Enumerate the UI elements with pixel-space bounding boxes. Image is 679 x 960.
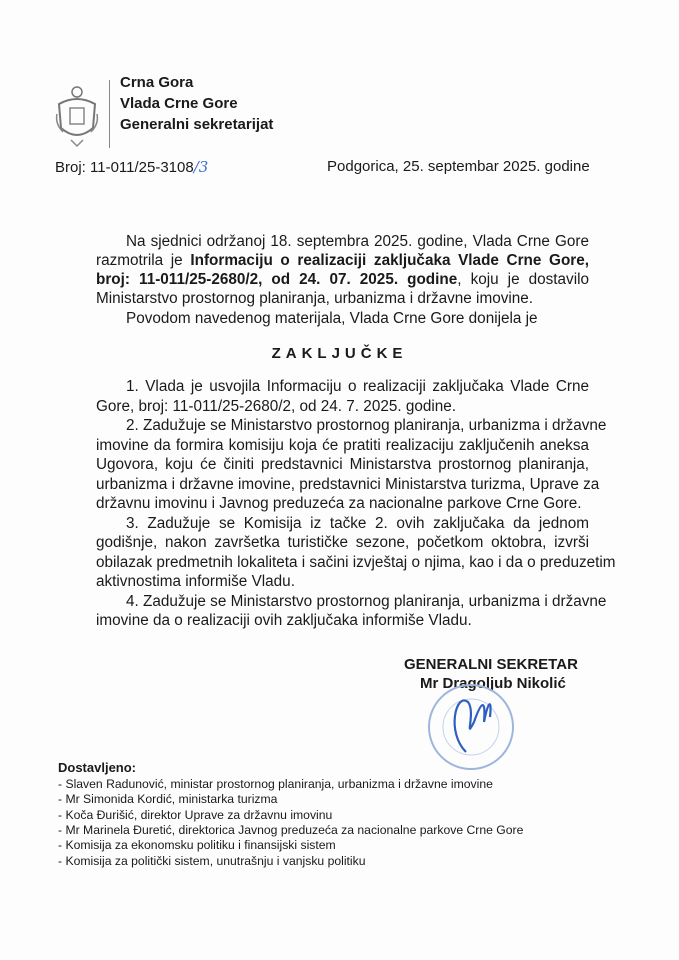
conclusion-line: aktivnostima informiše Vladu. (96, 573, 295, 590)
bold-phrase: broj: 11-011/25-2680/2, od 24. 07. 2025. godine (96, 271, 458, 288)
conclusion-line: 3. Zadužuje se Komisija iz tačke 2. ovih zaključaka da jednom (126, 514, 589, 532)
distribution-item: - Slaven Radunović, ministar prostornog planiranja, urbanizma i državne imovine (58, 777, 493, 791)
handwritten-suffix: /3 (193, 158, 209, 176)
conclusion-line: imovine da o realizaciji ovih zaključaka informiše Vladu. (96, 612, 472, 629)
distribution-item: - Komisija za ekonomsku politiku i finansijski sistem (58, 838, 336, 853)
reference-number (55, 158, 208, 176)
conclusion-line: godišnje, nakon završetka turističke sezone, početkom oktobra, izvrši (96, 534, 589, 551)
conclusion-line: 4. Zadužuje se Ministarstvo prostornog planiranja, urbanizma i državne (126, 592, 607, 610)
place-date: Podgorica, 25. septembar 2025. godine (327, 158, 590, 175)
distribution-heading: Dostavljeno: (58, 760, 137, 775)
official-stamp (426, 682, 516, 772)
intro-line: broj: 11-011/25-2680/2, od 24. 07. 2025. godine, koju je dostavilo (96, 271, 590, 288)
intro-line: Ministarstvo prostornog planiranja, urbanizma i državne imovine. (96, 290, 534, 307)
signatory-name: Mr Dragoljub Nikolić (420, 675, 566, 692)
section-title: ZAKLJUČKE (271, 345, 408, 362)
conclusion-line: imovine da formira komisiju koja će pratiti realizaciju zaključenih aneksa (96, 436, 589, 454)
header-secretariat: Generalni sekretarijat (120, 116, 274, 133)
coat-of-arms-logo (55, 84, 99, 148)
header-government: Vlada Crne Gore (120, 95, 238, 112)
intro-line-text: razmotrila je Informaciju o realizaciji zaključaka Vlade Crne Gore, (96, 252, 589, 269)
header-country: Crna Gora (120, 74, 194, 91)
bold-phrase: Informaciju o realizaciji zaključaka Vlade Crne Gore, (190, 252, 589, 269)
conclusion-line: urbanizma i državne imovine, predstavnici Ministarstva turizma, Uprave za (96, 475, 600, 493)
intro-line: Na sjednici održanoj 18. septembra 2025. godine, Vlada Crne Gore (126, 233, 589, 250)
distribution-item: - Koča Đurišić, direktor Uprave za državnu imovinu (58, 807, 333, 822)
intro-line (96, 251, 589, 270)
reference-number-text: Broj: 11-011/25-3108 (55, 159, 194, 176)
intro-line: Povodom navedenog materijala, Vlada Crne Gore donijela je (126, 310, 538, 327)
distribution-item: - Komisija za politički sistem, unutrašnju i vanjsku politiku (58, 853, 366, 868)
conclusion-line: Gore, broj: 11-011/25-2680/2, od 24. 7. 2025. godine. (96, 397, 457, 415)
distribution-item: - Mr Simonida Kordić, ministarka turizma (58, 792, 278, 807)
distribution-item: - Mr Marinela Đuretić, direktorica Javnog preduzeća za nacionalne parkove Crne Gore (58, 822, 524, 837)
conclusion-line: državnu imovinu i Javnog preduzeća za nacionalne parkove Crne Gore. (96, 495, 582, 512)
conclusion-line: Ugovora, koju će činiti predstavnici Ministarstva prostornog planiranja, (96, 456, 589, 473)
conclusion-line: obilazak predmetnih lokaliteta i sačini izvještaj o njima, kao i da o preduzetim (96, 553, 616, 571)
header-divider (109, 80, 110, 148)
conclusion-line: 1. Vlada je usvojila Informaciju o realizaciji zaključaka Vlade Crne (126, 378, 589, 395)
signature-title: GENERALNI SEKRETAR (404, 656, 578, 673)
conclusion-line: 2. Zadužuje se Ministarstvo prostornog planiranja, urbanizma i državne (126, 417, 607, 434)
